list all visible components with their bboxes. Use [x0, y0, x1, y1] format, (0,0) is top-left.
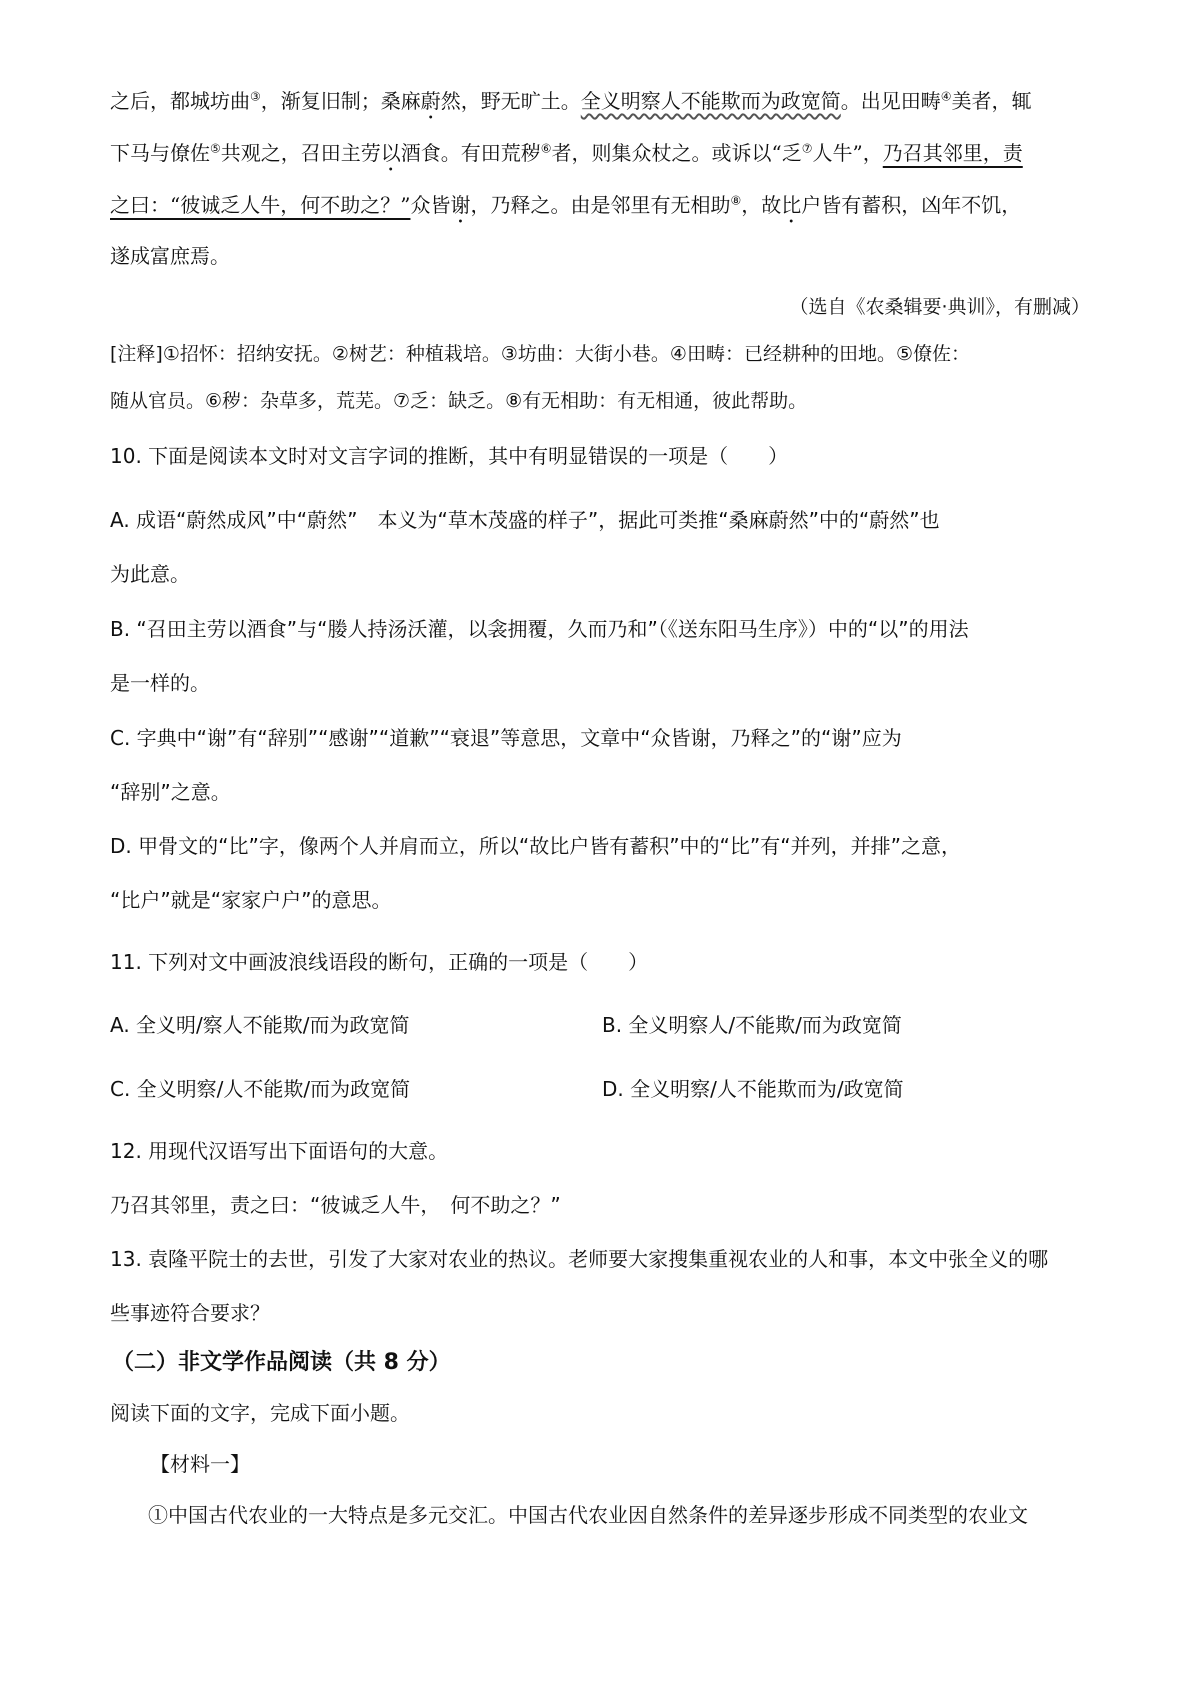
- footnote-marker: ⑥: [540, 141, 552, 156]
- passage-line-2: [110, 138, 1100, 176]
- question-11-option-c: C. 全义明察/人不能欺/而为政宽简: [110, 1077, 411, 1101]
- question-11-option-b: B. 全义明察人/不能欺/而为政宽简: [602, 1013, 902, 1037]
- emphasized-char: 蔚: [420, 89, 441, 113]
- question-10-option-d: D. 甲骨文的“比”字，像两个人并肩而立，所以“故比户皆有蓄积”中的“比”有“并列，并排”之意，: [110, 834, 962, 858]
- material-label: 【材料一】: [150, 1452, 250, 1476]
- question-13-stem-cont: 些事迹符合要求？: [110, 1301, 270, 1325]
- text-run: ，故: [741, 193, 782, 217]
- text-run: 。出见田畴: [840, 89, 941, 113]
- question-10-option-c-cont: “辞别”之意。: [110, 780, 231, 804]
- question-11-option-a: A. 全义明/察人不能欺/而为政宽简: [110, 1013, 410, 1037]
- question-10-option-c: C. 字典中“谢”有“辞别”“感谢”“道歉”“衰退”等意思，文章中“众皆谢，乃释之”的“谢”应为: [110, 726, 902, 750]
- notes-line-2: 随从官员。⑥秽：杂草多，荒芜。⑦乏：缺乏。⑧有无相助：有无相通，彼此帮助。: [110, 390, 808, 412]
- passage-line-4: 遂成富庶焉。: [110, 244, 230, 268]
- text-run: 下马与僚佐: [110, 141, 210, 165]
- text-run: ，渐复旧制；桑麻: [260, 89, 421, 113]
- underlined-segment: 之曰：“彼诚乏人牛，何不助之？”: [110, 193, 411, 217]
- question-11-option-d: D. 全义明察/人不能欺而为/政宽简: [602, 1077, 904, 1101]
- text-run: 人牛”，: [812, 141, 883, 165]
- wavy-underlined-segment: 全义明察人不能欺而为政宽简: [580, 89, 841, 113]
- section-instruction: 阅读下面的文字，完成下面小题。: [110, 1401, 410, 1425]
- text-run: 之后，都城坊曲: [110, 89, 250, 113]
- question-10-option-a-cont: 为此意。: [110, 562, 190, 586]
- text-run: 户皆有蓄积，凶年不饥，: [801, 193, 1022, 217]
- question-10-option-d-cont: “比户”就是“家家户户”的意思。: [110, 888, 392, 912]
- notes-line-1: [注释]①招怀：招纳安抚。②树艺：种植栽培。③坊曲：大街小巷。④田畴：已经耕种的田地。⑤僚佐：: [110, 343, 970, 365]
- passage-source: （选自《农桑辑要·典训》，有删减）: [789, 296, 1090, 318]
- passage-line-1: [110, 86, 1100, 124]
- question-12-stem: 12. 用现代汉语写出下面语句的大意。: [110, 1139, 449, 1163]
- question-13-stem: 13. 袁隆平院士的去世，引发了大家对农业的热议。老师要大家搜集重视农业的人和事，本文中张全义的哪: [110, 1247, 1049, 1271]
- text-run: 然，野无旷土。: [440, 89, 581, 113]
- emphasized-char: 比: [781, 193, 802, 217]
- question-12-sentence: 乃召其邻里，责之曰：“彼诚乏人牛， 何不助之？”: [110, 1193, 561, 1217]
- footnote-marker: ⑤: [210, 141, 221, 156]
- passage-line-3: [110, 190, 1100, 228]
- underlined-segment: 乃召其邻里，责: [882, 141, 1023, 165]
- emphasized-char: 以: [380, 141, 401, 165]
- text-run: 众皆: [410, 193, 451, 217]
- material-paragraph-1: ①中国古代农业的一大特点是多元交汇。中国古代农业因自然条件的差异逐步形成不同类型的农业文: [148, 1503, 1028, 1527]
- footnote-marker: ③: [250, 89, 261, 104]
- text-run: 共观之，召田主劳: [220, 141, 381, 165]
- question-10-option-a: A. 成语“蔚然成风”中“蔚然” 本义为“草木茂盛的样子”，据此可类推“桑麻蔚然”中的“蔚然”也: [110, 508, 940, 532]
- text-run: 酒食。有田荒秽: [400, 141, 541, 165]
- question-10-option-b: B. “召田主劳以酒食”与“媵人持汤沃灌，以衾拥覆，久而乃和”（《送东阳马生序》）中的“以”的用法: [110, 617, 969, 641]
- section-heading: （二）非文学作品阅读（共 8 分）: [112, 1350, 451, 1375]
- footnote-marker: ⑦: [801, 141, 813, 156]
- question-11-stem: 11. 下列对文中画波浪线语段的断句，正确的一项是（ ）: [110, 950, 649, 974]
- footnote-marker: ⑧: [730, 193, 742, 208]
- text-run: ，乃释之。由是邻里有无相助: [470, 193, 731, 217]
- text-run: 美者，辄: [951, 89, 1032, 113]
- footnote-marker: ④: [940, 89, 952, 104]
- emphasized-char: 谢: [450, 193, 471, 217]
- question-10-stem: 10. 下面是阅读本文时对文言字词的推断，其中有明显错误的一项是（ ）: [110, 444, 789, 468]
- question-10-option-b-cont: 是一样的。: [110, 671, 210, 695]
- text-run: 者，则集众杖之。或诉以“乏: [551, 141, 802, 165]
